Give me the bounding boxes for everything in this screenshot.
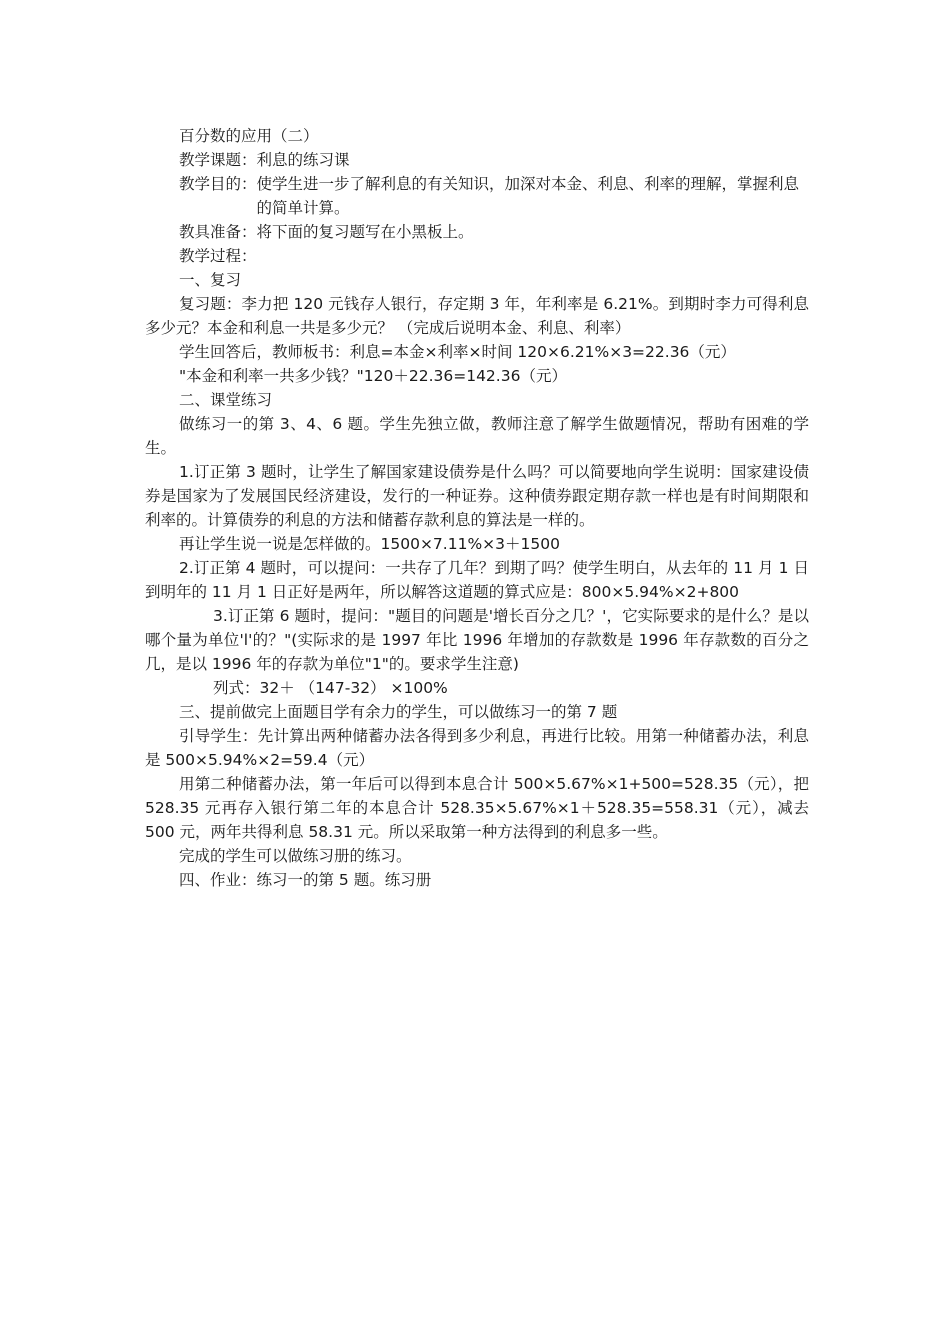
process-label: 教学过程： — [179, 247, 257, 265]
practice-item-1: 1.订正第 3 题时，让学生了解国家建设债券是什么吗？可以简要地向学生说明：国家建设债券是国家为了发展国民经济建设，发行的一种证券。这种债券跟定期存款一样也是有时间期限和利率的。计算债券的利息的方法和储蓄存款利息的算法是一样的。 — [145, 463, 809, 529]
goal-row — [145, 172, 809, 220]
doc-title: 百分数的应用（二） — [179, 127, 319, 145]
guide-paragraph-1: 引导学生：先计算出两种储蓄办法各得到多少利息，再进行比较。用第一种储蓄办法，利息是 500×5.94%×2=59.4（元） — [145, 727, 809, 769]
total-line: "本金和利率一共多少钱？"120＋22.36=142.36（元） — [179, 367, 567, 385]
practice-item-3: 3.订正第 6 题时，提问："题目的问题是'增长百分之几？'，它实际要求的是什么？是以哪个量为单位'l'的？"(实际求的是 1997 年比 1996 年增加的存款数是 1996 年存款数的百分之几，是以 1996 年的存款为单位"1"的。要求学生注意) — [145, 607, 809, 673]
practice-item-3-formula: 列式：32＋ （147-32） ×100% — [213, 679, 448, 697]
section-heading-review: 一、复习 — [179, 271, 242, 289]
goal-label: 教学目的： — [179, 175, 257, 193]
finish-line: 完成的学生可以做练习册的练习。 — [179, 847, 412, 865]
practice-item-2: 2.订正第 4 题时，可以提问：一共存了几年？到期了吗？使学生明白，从去年的 11 月 1 日到明年的 11 月 1 日正好是两年，所以解答这道题的算式应是：800×5.94%×2+800 — [145, 559, 809, 601]
topic-value: 利息的练习课 — [256, 151, 350, 169]
section-heading-homework: 四、作业：练习一的第 5 题。练习册 — [179, 871, 432, 889]
section-heading-practice: 二、课堂练习 — [179, 391, 273, 409]
board-line: 学生回答后，教师板书：利息=本金×利率×时间 120×6.21%×3=22.36（元） — [179, 343, 736, 361]
section-heading-extension: 三、提前做完上面题目学有余力的学生，可以做练习一的第 7 题 — [179, 703, 618, 721]
lesson-plan-body — [145, 124, 809, 892]
goal-value: 使学生进一步了解利息的有关知识，加深对本金、利息、利率的理解，掌握利息的简单计算。 — [256, 175, 800, 217]
review-question: 复习题：李力把 120 元钱存人银行，存定期 3 年，年利率是 6.21%。到期时李力可得利息多少元？本金和利息一共是多少元？ （完成后说明本金、利息、利率） — [145, 295, 809, 337]
topic-label: 教学课题： — [179, 151, 257, 169]
prep-label: 教具准备： — [179, 223, 257, 241]
prep-value: 将下面的复习题写在小黑板上。 — [256, 223, 474, 241]
guide-paragraph-2: 用第二种储蓄办法，第一年后可以得到本息合计 500×5.67%×1+500=528.35（元），把 528.35 元再存入银行第二年的本息合计 528.35×5.67%×1＋528.35=558.31（元），减去 500 元，两年共得利息 58.31 元。所以采取第一种方法得到的利息多一些。 — [145, 775, 809, 841]
practice-item-1-followup: 再让学生说一说是怎样做的。1500×7.11%×3＋1500 — [179, 535, 560, 553]
topic-row — [145, 148, 809, 172]
practice-intro: 做练习一的第 3、4、6 题。学生先独立做，教师注意了解学生做题情况，帮助有困难的学生。 — [145, 415, 809, 457]
prep-row — [145, 220, 809, 244]
